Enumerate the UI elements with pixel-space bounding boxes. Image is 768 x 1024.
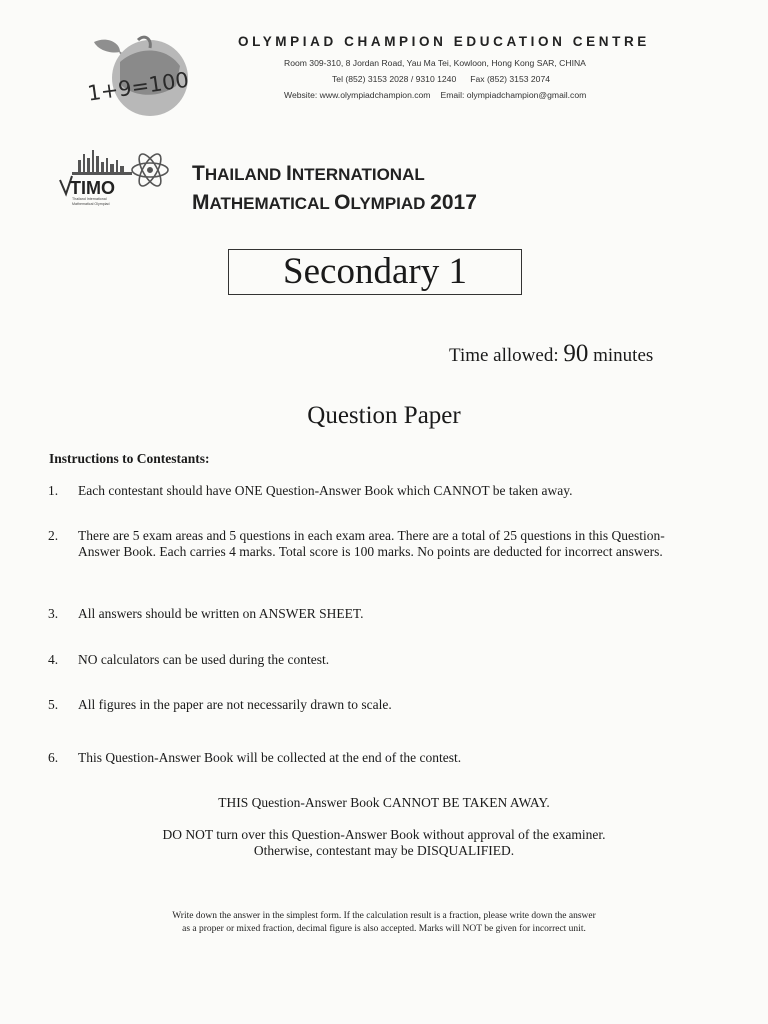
answer-footnote bbox=[0, 910, 768, 936]
time-unit: minutes bbox=[593, 345, 654, 366]
timo-logo bbox=[58, 136, 174, 208]
paper-title: Question Paper bbox=[307, 402, 461, 429]
timo-logo-caption-2: Mathematical Olympiad bbox=[72, 202, 110, 206]
organization-web bbox=[284, 90, 586, 100]
telephone: Tel (852) 3153 2028 / 9310 1240 bbox=[332, 74, 457, 84]
organization-phone bbox=[332, 74, 550, 84]
website: Website: www.olympiadchampion.com bbox=[284, 90, 431, 100]
competition-title bbox=[192, 160, 612, 218]
title-line-1: THAILAND INTERNATIONAL bbox=[192, 162, 425, 185]
organization-address: Room 309-310, 8 Jordan Road, Yau Ma Tei, Kowloon, Hong Kong SAR, CHINA bbox=[284, 58, 586, 68]
time-value: 90 bbox=[563, 340, 589, 367]
level-box: Secondary 1 bbox=[228, 249, 522, 295]
logo-equation: 1+9=100 bbox=[85, 67, 191, 106]
atom-icon bbox=[132, 151, 168, 189]
timo-logo-caption-1: Thailand International bbox=[72, 197, 107, 201]
skyline-icon bbox=[72, 150, 132, 175]
time-label: Time allowed: bbox=[449, 345, 559, 366]
email: Email: olympiadchampion@gmail.com bbox=[440, 90, 587, 100]
organization-name: OLYMPIAD CHAMPION EDUCATION CENTRE bbox=[238, 34, 650, 49]
notice-approval-line-1: DO NOT turn over this Question-Answer Book without approval of the examiner. bbox=[162, 827, 606, 842]
fax: Fax (852) 3153 2074 bbox=[470, 74, 551, 84]
olympiad-champion-logo bbox=[80, 28, 220, 120]
time-allowed bbox=[449, 340, 653, 368]
notice-approval-line-2: Otherwise, contestant may be DISQUALIFIED. bbox=[253, 843, 515, 858]
instructions-heading: Instructions to Contestants: bbox=[49, 451, 210, 466]
timo-logo-wordmark: TIMO bbox=[70, 178, 115, 198]
title-line-2: MATHEMATICAL OLYMPIAD 2017 bbox=[192, 191, 477, 214]
notice-not-taken-away: THIS Question-Answer Book CANNOT BE TAKEN AWAY. bbox=[218, 795, 550, 810]
footnote-line-2: as a proper or mixed fraction, decimal figure is also accepted. Marks will NOT be given for incorrect unit. bbox=[182, 924, 586, 934]
leaf-icon bbox=[94, 40, 120, 53]
footnote-line-1: Write down the answer in the simplest form. If the calculation result is a fraction, please write down the answer bbox=[172, 911, 596, 921]
